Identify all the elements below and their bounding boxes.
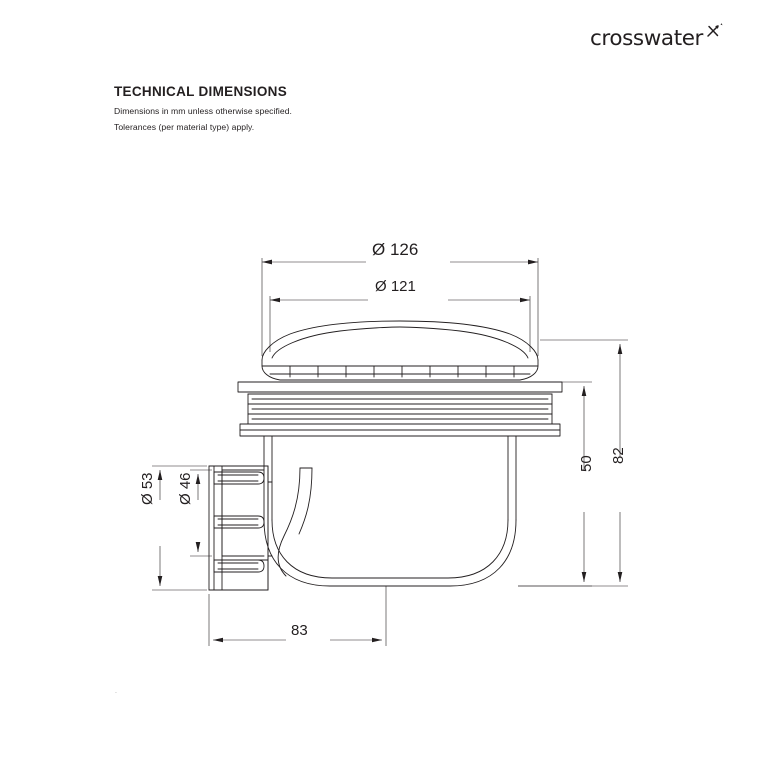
brand-name: crosswater (589, 26, 703, 51)
dimension-label-diameter-46: Ø 46 (177, 472, 194, 505)
note-tolerances: Tolerances (per material type) apply. (114, 122, 255, 132)
dimension-label-diameter-121: Ø 121 (375, 278, 416, 295)
corner-mark: . (115, 688, 117, 695)
dimension-label-length-83: 83 (291, 622, 308, 639)
dimension-label-height-82: 82 (610, 447, 627, 464)
note-units: Dimensions in mm unless otherwise specified. (114, 106, 292, 116)
page-title: TECHNICAL DIMENSIONS (114, 84, 288, 99)
dimension-label-diameter-53: Ø 53 (139, 472, 156, 505)
brand-logo (590, 28, 725, 50)
dimension-label-height-50: 50 (578, 455, 595, 472)
crosswater-x-mark-icon (705, 22, 725, 42)
dimension-label-diameter-126: Ø 126 (372, 240, 419, 259)
